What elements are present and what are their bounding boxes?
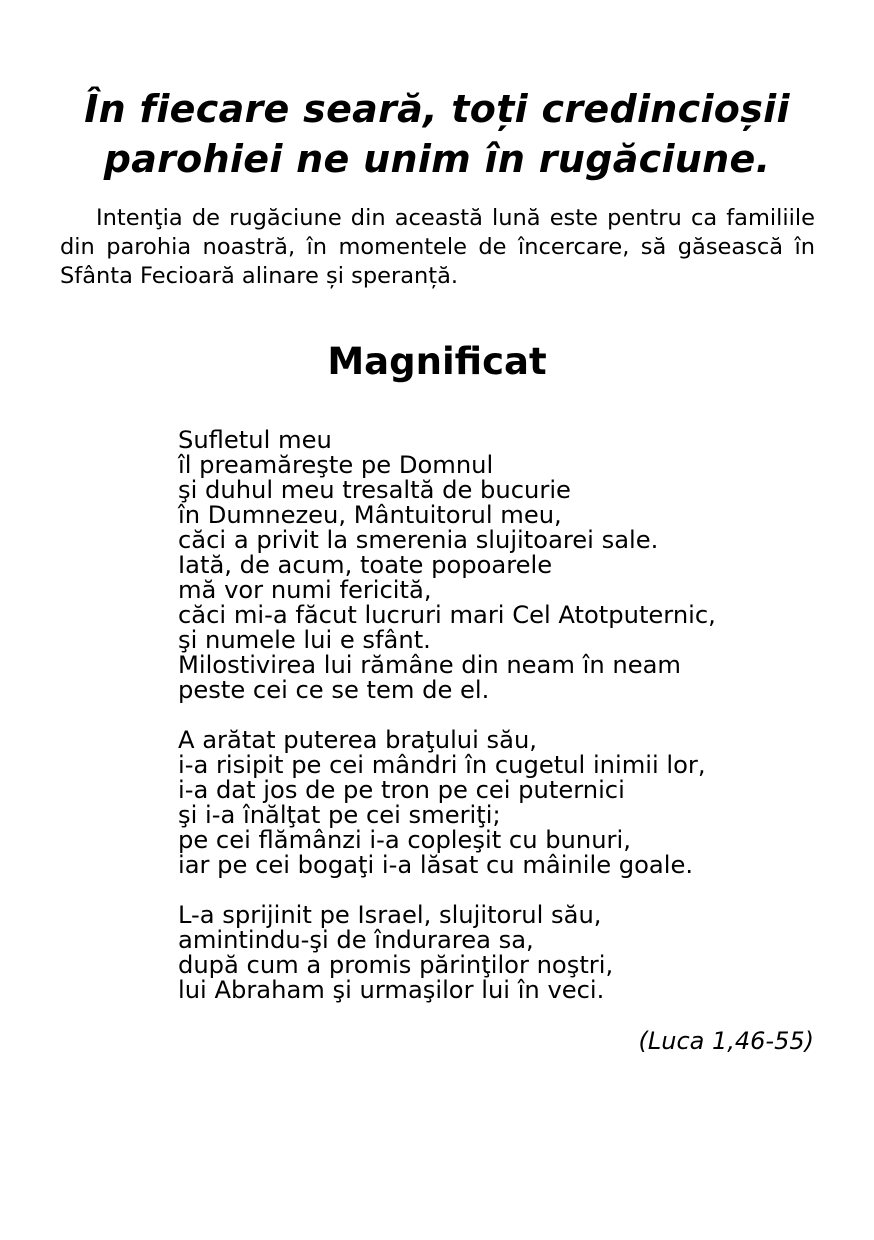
stanza-3 xyxy=(178,903,613,1003)
verse-line: mă vor numi fericită, xyxy=(178,576,432,604)
scripture-reference: (Luca 1,46-55) xyxy=(638,1027,814,1055)
verse-line: A arătat puterea braţului său, xyxy=(178,726,537,754)
verse-line: Milostivirea lui rămâne din neam în neam xyxy=(178,651,681,679)
verse-line: peste cei ce se tem de el. xyxy=(178,676,490,704)
intention-paragraph: Intenţia de rugăciune din această lună este pentru ca familiile din parohia noastră, în momentele de încercare, să găsească în Sfânta Fecioară alinare și speranță. xyxy=(60,205,815,289)
verse-line: după cum a promis părinţilor noştri, xyxy=(178,951,614,979)
stanza-2 xyxy=(178,728,706,878)
verse-line: în Dumnezeu, Mântuitorul meu, xyxy=(178,501,562,529)
verse-line: L-a sprijinit pe Israel, slujitorul său, xyxy=(178,901,602,929)
prayer-title: Magnificat xyxy=(327,340,547,383)
page-heading xyxy=(40,84,834,184)
verse-line: îl preamăreşte pe Domnul xyxy=(178,451,494,479)
verse-line: căci a privit la smerenia slujitoarei sale. xyxy=(178,526,659,554)
verse-line: Sufletul meu xyxy=(178,426,332,454)
verse-line: şi i-a înălţat pe cei smeriţi; xyxy=(178,801,501,829)
verse-line: şi duhul meu tresaltă de bucurie xyxy=(178,476,571,504)
stanza-1 xyxy=(178,428,716,703)
verse-line: i-a risipit pe cei mândri în cugetul inimii lor, xyxy=(178,751,706,779)
verse-line: Iată, de acum, toate popoarele xyxy=(178,551,553,579)
verse-line: iar pe cei bogaţi i-a lăsat cu mâinile goale. xyxy=(178,851,694,879)
verse-line: pe cei flămânzi i-a copleşit cu bunuri, xyxy=(178,826,631,854)
verse-line: i-a dat jos de pe tron pe cei puternici xyxy=(178,776,625,804)
verse-line: căci mi-a făcut lucruri mari Cel Atotputernic, xyxy=(178,601,716,629)
verse-line: şi numele lui e sfânt. xyxy=(178,626,431,654)
heading-line-1: În fiecare seară, toți credincioșii xyxy=(84,87,790,131)
verse-line: lui Abraham şi urmaşilor lui în veci. xyxy=(178,976,605,1004)
verse-line: amintindu-şi de îndurarea sa, xyxy=(178,926,534,954)
heading-line-2: parohiei ne unim în rugăciune. xyxy=(103,137,771,181)
